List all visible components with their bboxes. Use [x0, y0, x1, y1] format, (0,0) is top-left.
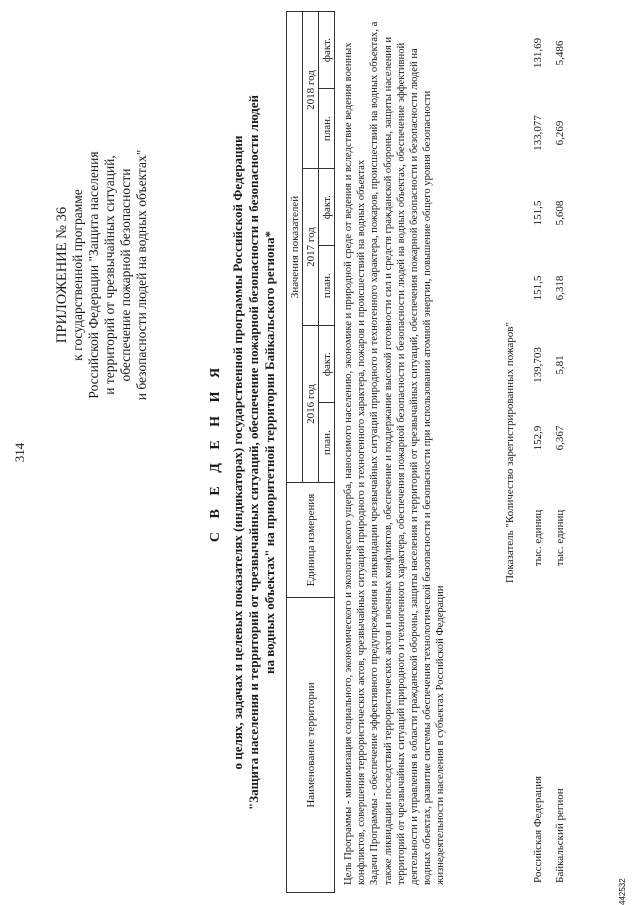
table-row — [532, 11, 546, 883]
document-title — [208, 10, 278, 895]
header-year: 2017 год — [303, 169, 319, 326]
row-unit: тыс. единиц — [554, 509, 566, 567]
header-plan: план. — [319, 246, 335, 326]
appendix-line: к государственной программе — [70, 189, 85, 361]
row-value: 151,5 — [532, 275, 544, 301]
row-territory: Байкальский регион — [554, 788, 566, 883]
header-year: 2018 год — [303, 12, 319, 169]
header-fact: факт. — [319, 326, 335, 403]
table-row — [554, 11, 568, 883]
header-year: 2016 год — [303, 326, 319, 483]
row-territory: Российская Федерация — [532, 775, 544, 883]
row-value: 5,81 — [554, 355, 566, 375]
appendix-line: и безопасности людей на водных объектах" — [134, 149, 149, 401]
document-id: 442532 — [618, 878, 627, 905]
appendix-line: и территорий от чрезвычайных ситуаций, — [102, 155, 117, 395]
row-value: 151,5 — [532, 200, 544, 226]
row-value: 6,367 — [554, 425, 566, 451]
appendix-line: обеспечение пожарной безопасности — [118, 168, 133, 382]
header-fact: факт. — [319, 12, 335, 89]
row-value: 5,608 — [554, 200, 566, 226]
indicator-title: Показатель "Количество зарегистрированных пожаров" — [504, 322, 516, 583]
header-fact: факт. — [319, 169, 335, 246]
header-plan: план. — [319, 403, 335, 483]
row-value: 133,077 — [532, 115, 544, 151]
row-unit: тыс. единиц — [532, 509, 544, 567]
title-line: на водных объектах" на приоритетной территории Байкальского региона* — [262, 231, 277, 674]
header-unit: Единица измерения — [287, 483, 335, 598]
appendix-block — [54, 55, 150, 495]
row-value: 5,486 — [554, 40, 566, 66]
row-value: 152,9 — [532, 425, 544, 451]
header-plan: план. — [319, 89, 335, 169]
table-header — [286, 11, 335, 893]
page-number: 314 — [12, 442, 27, 463]
goal-text: Цель Программы - минимизация социального, экономического и экологического ущерба, наносимого населению, экономике и природной среде от ведения и вследствие ведения военных конфликтов, совершения террористических актов, чрезвычайных ситуаций природного и техногенного характера, пожаров и происшествий на водных объектах — [343, 42, 368, 885]
title-line: о целях, задачах и целевых показателях (индикаторах) государственной программы Российской Федерации — [230, 135, 245, 770]
program-description — [342, 15, 448, 885]
appendix-title: ПРИЛОЖЕНИЕ № 36 — [54, 206, 70, 344]
row-value: 139,703 — [532, 347, 544, 383]
title-main: С В Е Д Е Н И Я — [208, 362, 223, 543]
row-value: 6,318 — [554, 275, 566, 301]
appendix-line: Российской Федерации "Защита населения — [86, 151, 101, 399]
header-territory: Наименование территории — [287, 598, 335, 893]
title-line: "Защита населения и территорий от чрезвычайных ситуаций, обеспечение пожарной безопасности и безопасности людей — [246, 94, 261, 811]
header-values: Значения показателей — [287, 12, 303, 483]
tasks-text: Задачи Программы - обеспечение эффективного предупреждения и ликвидации чрезвычайных ситуаций природного и техногенного характера, пожаров, происшествий на водных объектах, а также ликвидации последствий террористических актов и военных конфликтов, обеспечение и поддержание высокой готовности сил и средств гражданской обороны, защиты населения и территорий от чрезвычайных ситуаций природного и техногенного характера, обеспечения пожарной безопасности и безопасности людей на водных объектах, обеспечение эффективной деятельности и управления в области гражданской обороны, защиты населения и территорий от чрезвычайных ситуаций, обеспечения пожарной безопасности и безопасности людей на водных объектах, развитие системы обеспечения технологической безопасности и безопасности при использовании атомной энергии, повышение общего уровня безопасности жизнедеятельности населения в субъектах Российской Федерации — [369, 21, 447, 885]
row-value: 131,69 — [532, 37, 544, 69]
row-value: 6,269 — [554, 120, 566, 146]
